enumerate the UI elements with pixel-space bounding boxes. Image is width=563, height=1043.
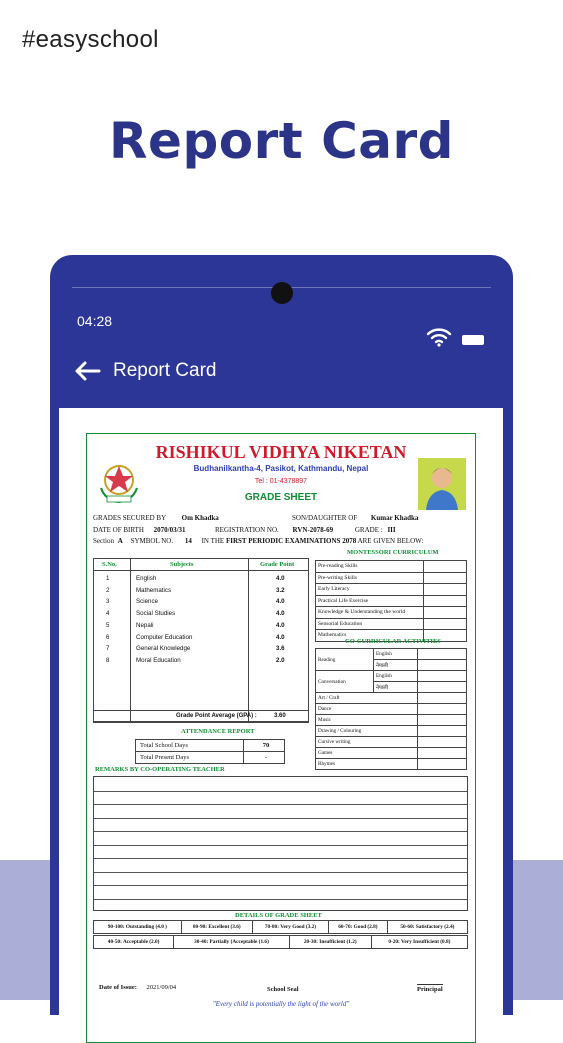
grade-detail-cell: 50-60: Satisfactory (2.4) <box>387 921 467 934</box>
subject-sn: 7 <box>106 645 110 653</box>
registration-label: REGISTRATION NO. <box>215 526 279 534</box>
school-motto: "Every child is potentially the light of the world" <box>212 1000 350 1008</box>
table-row <box>136 740 285 752</box>
blank-cell <box>418 759 467 770</box>
subject-row <box>94 608 308 620</box>
gpa-value: 3.60 <box>274 713 286 719</box>
exam-prefix: IN THE <box>201 537 225 545</box>
subject-sn: 6 <box>106 633 110 641</box>
remarks-title: REMARKS BY CO-OPERATING TEACHER <box>95 766 225 773</box>
table-row <box>316 748 467 759</box>
subject-grade-point: 4.0 <box>276 598 285 606</box>
cocurricular-item: Rhymes <box>316 759 418 770</box>
parent-name: Kumar Khadka <box>370 514 419 522</box>
total-present-days-label: Total Present Days <box>136 752 244 764</box>
remarks-line <box>94 899 467 900</box>
app-bar-title: Report Card <box>113 360 217 381</box>
camera-icon <box>271 282 293 304</box>
attendance-table <box>135 739 285 764</box>
subject-name: Moral Education <box>136 656 181 664</box>
header-subjects: Subjects <box>170 561 194 568</box>
subject-sn: 1 <box>106 575 110 582</box>
montessori-item: Practical Life Exercise <box>316 595 424 607</box>
subject-row <box>94 573 308 585</box>
montessori-title: MONTESSORI CURRICULUM <box>347 549 439 556</box>
remarks-line <box>94 885 467 886</box>
sheet-title: GRADE SHEET <box>244 492 318 503</box>
cocurricular-title: CO-CURRICULAR ACTIVITIES <box>345 638 441 645</box>
principal-signature: Principal <box>417 986 443 993</box>
subject-row <box>94 596 308 608</box>
remarks-box <box>93 776 468 911</box>
total-present-days-value: - <box>244 752 285 764</box>
table-row <box>316 595 467 607</box>
blank-cell <box>418 737 467 748</box>
cocurricular-item: Games <box>316 748 418 759</box>
grade-details-table <box>93 920 468 934</box>
cocurricular-item: Music <box>316 715 418 726</box>
subject-sn: 2 <box>106 586 110 594</box>
subject-sn: 3 <box>106 598 110 606</box>
montessori-item: Pre-reading Skills <box>316 561 424 573</box>
montessori-item: Sensorial Education <box>316 618 424 630</box>
report-card-view[interactable] <box>59 408 503 1018</box>
table-row <box>316 561 467 573</box>
grade-detail-cell: 40-50: Acceptable (2.0) <box>94 936 174 949</box>
subject-name: Nepali <box>136 621 154 629</box>
remarks-line <box>94 818 467 819</box>
grade-detail-cell: 90-100: Outstanding (4.0 ) <box>94 921 182 934</box>
montessori-item: Pre-writing Skills <box>316 572 424 584</box>
cocurricular-item: Dance <box>316 704 418 715</box>
remarks-line <box>94 831 467 832</box>
subject-name: English <box>136 575 157 582</box>
total-school-days-value: 70 <box>244 740 285 752</box>
header-sn: S.No. <box>102 561 117 568</box>
reading-nepali: नेपाली <box>374 660 418 671</box>
registration-value: RVN-2078-69 <box>292 526 334 534</box>
subject-row <box>94 585 308 597</box>
remarks-line <box>94 791 467 792</box>
blank-cell <box>418 748 467 759</box>
dob-row <box>93 526 186 534</box>
son-daughter-label: SON/DAUGHTER OF <box>292 514 358 522</box>
subject-grade-point: 4.0 <box>276 621 285 629</box>
subject-row <box>94 655 308 667</box>
grade-details-table-row2 <box>93 935 468 949</box>
table-row <box>316 726 467 737</box>
table-row <box>316 572 467 584</box>
blank-cell <box>418 704 467 715</box>
conversation-nepali: नेपाली <box>374 682 418 693</box>
cocurricular-item: Art / Craft <box>316 693 418 704</box>
section-value: A <box>117 537 123 545</box>
subject-grade-point: 4.0 <box>276 633 285 641</box>
section-label: Section <box>93 537 114 545</box>
student-name: Om Khadka <box>181 514 219 522</box>
montessori-item: Mathematics <box>316 630 424 642</box>
montessori-item: Knowledge & Understanding the world <box>316 607 424 619</box>
date-of-issue-value: 2021/09/04 <box>146 984 177 991</box>
app-bar <box>74 358 217 384</box>
subject-sn: 5 <box>106 621 110 629</box>
registration-row <box>215 526 396 534</box>
conversation-english: English <box>374 671 418 682</box>
reading-label: Reading <box>316 649 374 671</box>
hero-title: Report Card <box>109 112 454 170</box>
subjects-table <box>93 558 309 722</box>
montessori-table <box>315 560 467 642</box>
table-row <box>316 671 467 682</box>
grade-details-title: DETAILS OF GRADE SHEET <box>235 912 322 919</box>
attendance-title: ATTENDANCE REPORT <box>181 728 255 735</box>
subject-grade-point: 4.0 <box>276 610 285 618</box>
back-arrow-icon[interactable] <box>74 361 100 381</box>
symbol-label: SYMBOL NO. <box>130 537 174 545</box>
grades-secured-label: GRADES SECURED BY <box>93 514 166 522</box>
school-seal: School Seal <box>267 986 299 993</box>
grade-label: GRADE : <box>354 526 383 534</box>
total-school-days-label: Total School Days <box>136 740 244 752</box>
montessori-item: Early Literacy <box>316 584 424 596</box>
gpa-row <box>93 710 309 723</box>
grade-detail-cell: 80-90: Excellent (3.6) <box>181 921 252 934</box>
subject-row <box>94 620 308 632</box>
subject-name: Science <box>136 598 159 606</box>
remarks-line <box>94 804 467 805</box>
table-row <box>316 618 467 630</box>
subject-name: General Knowledge <box>136 645 191 653</box>
status-time: 04:28 <box>77 313 113 329</box>
subject-row <box>94 643 308 655</box>
remarks-line <box>94 858 467 859</box>
blank-cell <box>418 693 467 704</box>
subject-sn: 4 <box>106 610 110 618</box>
grade-detail-cell: 70-80: Very Good (3.2) <box>252 921 328 934</box>
date-of-issue-label: Date of Issue: <box>99 984 137 991</box>
section-row <box>93 537 423 545</box>
cocurricular-item: Drawing / Colouring <box>316 726 418 737</box>
grade-detail-cell: 20-30: Insufficient (1.2) <box>289 936 371 949</box>
subject-name: Computer Education <box>136 633 193 641</box>
blank-cell <box>418 715 467 726</box>
header-grade-point: Grade Point <box>260 561 295 568</box>
cocurricular-table <box>315 648 467 770</box>
blank-cell <box>424 572 467 584</box>
table-row <box>316 584 467 596</box>
parent-row <box>292 514 418 522</box>
subject-grade-point: 3.6 <box>276 645 285 653</box>
subject-name: Mathematics <box>136 586 172 594</box>
table-row <box>316 607 467 619</box>
dob-label: DATE OF BIRTH <box>93 526 144 534</box>
gpa-label: Grade Point Average (GPA) : <box>176 713 257 719</box>
school-telephone: Tel : 01-4378897 <box>254 478 308 485</box>
table-row <box>316 715 467 726</box>
blank-cell <box>418 682 467 693</box>
table-row <box>316 737 467 748</box>
exam-suffix: ARE GIVEN BELOW: <box>357 537 424 545</box>
table-row <box>94 921 468 934</box>
grade-detail-cell: 60-70: Good (2.8) <box>329 921 388 934</box>
blank-cell <box>424 618 467 630</box>
remarks-line <box>94 845 467 846</box>
symbol-value: 14 <box>184 537 192 545</box>
blank-cell <box>424 584 467 596</box>
table-row <box>316 649 467 660</box>
blank-cell <box>424 595 467 607</box>
date-of-issue-row <box>99 984 176 991</box>
battery-icon <box>462 335 484 345</box>
remarks-line <box>94 872 467 873</box>
cocurricular-item: Cursive writing <box>316 737 418 748</box>
table-row <box>316 693 467 704</box>
table-row <box>316 759 467 770</box>
wifi-icon <box>426 327 452 347</box>
exam-name: FIRST PERIODIC EXAMINATIONS 2078 <box>225 537 357 545</box>
subject-grade-point: 2.0 <box>276 656 285 664</box>
student-photo <box>418 458 466 510</box>
brand-tag: #easyschool <box>22 26 159 53</box>
blank-cell <box>424 561 467 573</box>
table-row <box>94 936 468 949</box>
subject-grade-point: 4.0 <box>276 575 285 582</box>
subject-grade-point: 3.2 <box>276 586 285 594</box>
subject-sn: 8 <box>106 656 110 664</box>
blank-cell <box>418 726 467 737</box>
blank-cell <box>418 671 467 682</box>
grade-detail-cell: 30-40: Partially (Acceptable (1.6) <box>174 936 289 949</box>
grade-sheet <box>86 433 476 1043</box>
subject-name: Social Studies <box>136 610 176 618</box>
school-name: RISHIKUL VIDHYA NIKETAN <box>155 442 407 462</box>
table-row <box>136 752 285 764</box>
table-row <box>316 704 467 715</box>
subject-row <box>94 632 308 644</box>
blank-cell <box>424 607 467 619</box>
blank-cell <box>418 649 467 660</box>
school-address: Budhanilkantha-4, Pasikot, Kathmandu, Nepal <box>193 464 369 473</box>
grade-value: III <box>387 526 396 534</box>
dob-value: 2070/03/31 <box>153 526 186 534</box>
grades-secured-row <box>93 514 219 522</box>
grade-detail-cell: 0-20: Very Insufficient (0.8) <box>371 936 467 949</box>
phone-frame <box>50 255 513 1015</box>
conversation-label: Conversation <box>316 671 374 693</box>
reading-english: English <box>374 649 418 660</box>
blank-cell <box>418 660 467 671</box>
